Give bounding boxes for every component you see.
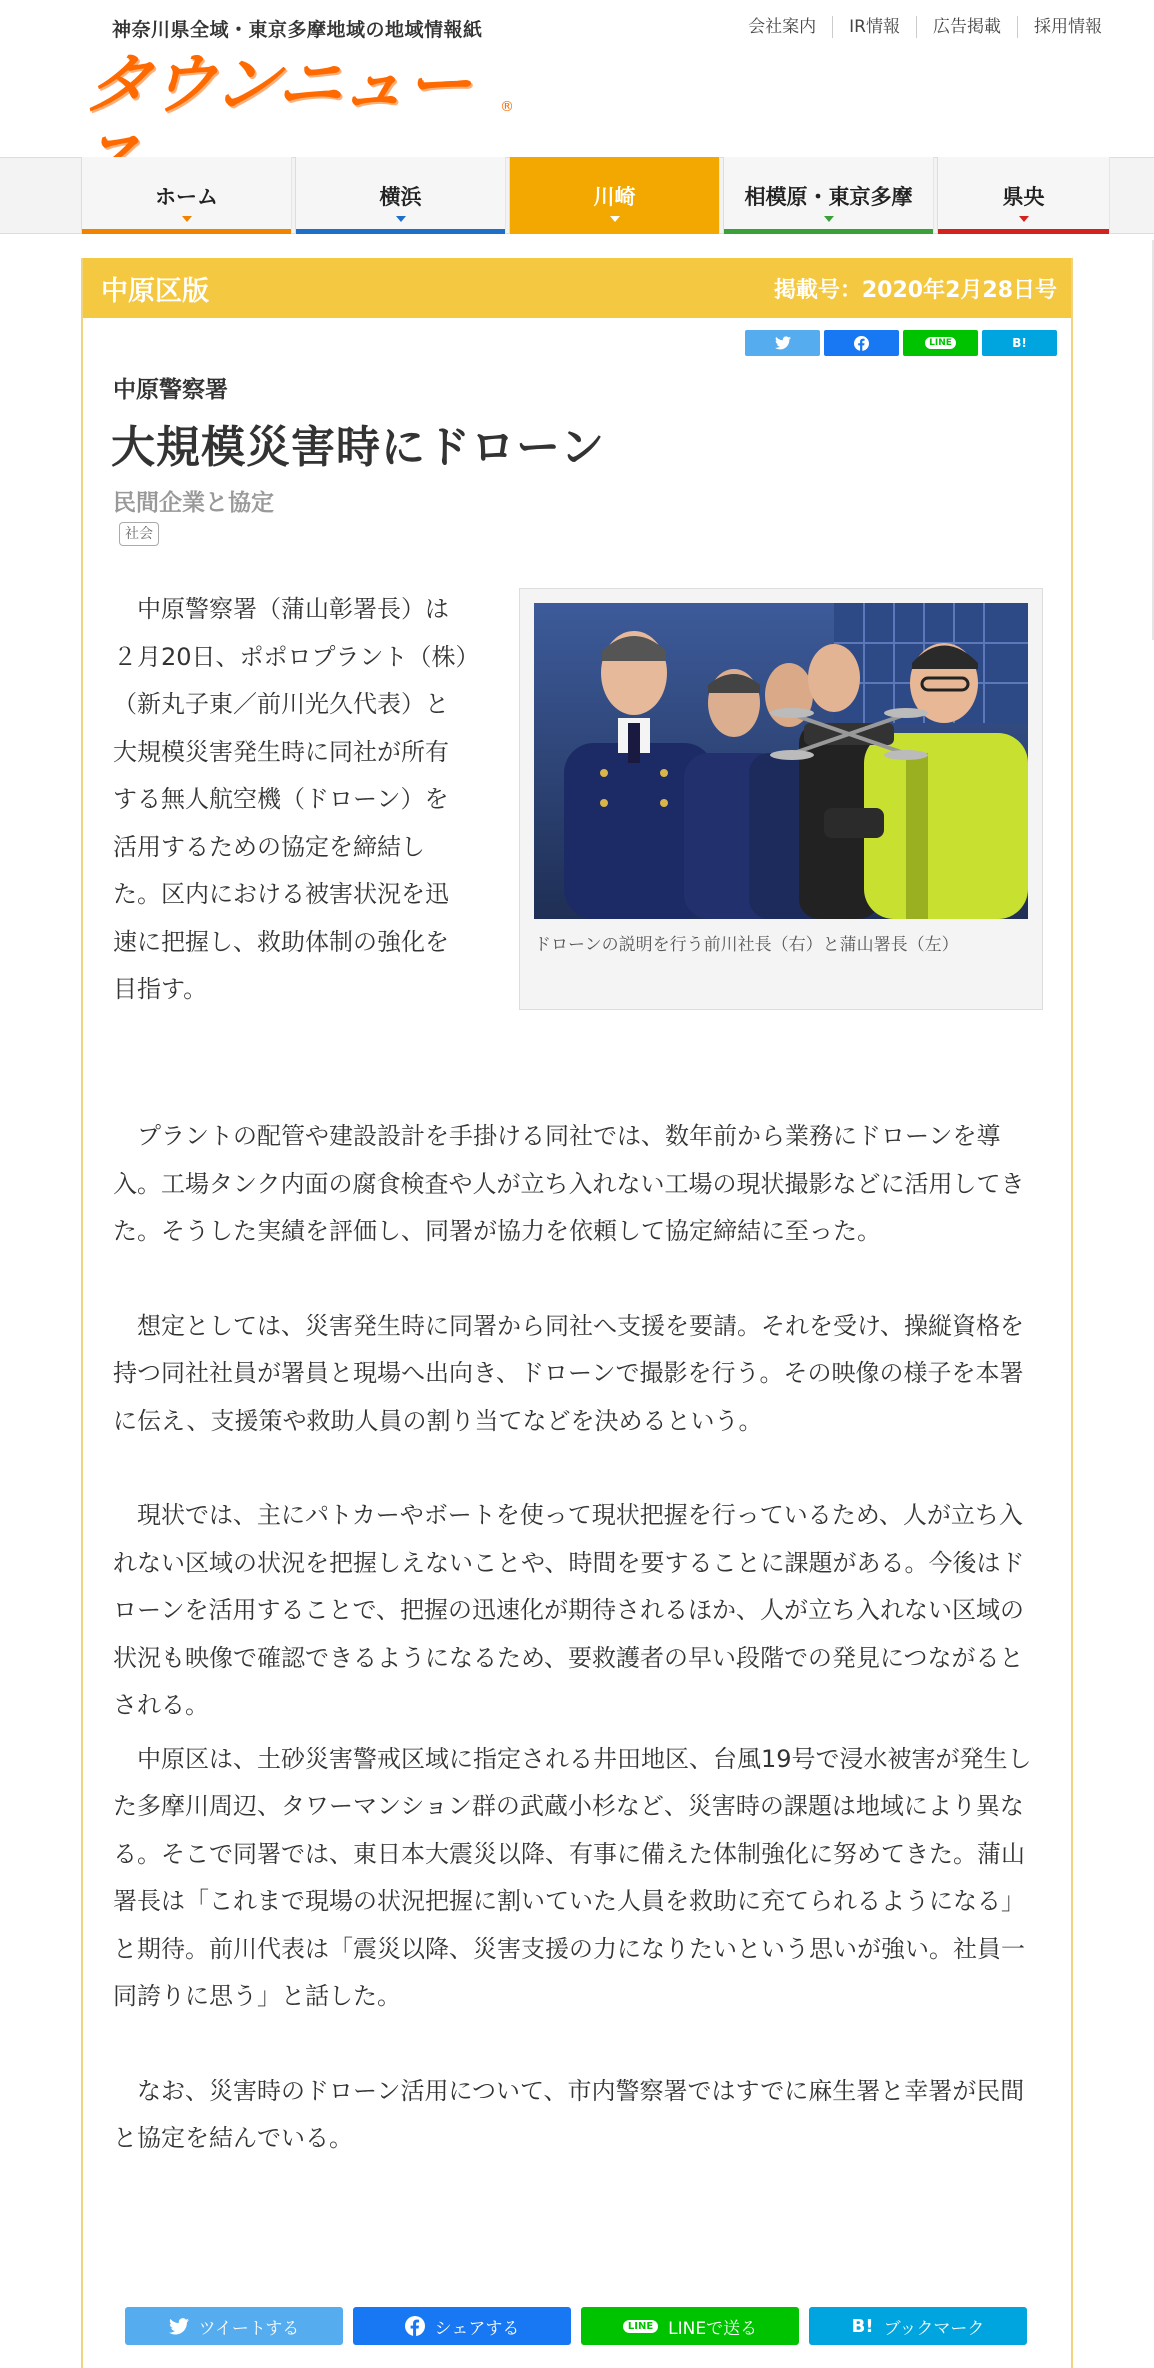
nav-underline — [82, 229, 291, 234]
category-tag[interactable]: 社会 — [119, 522, 159, 546]
chevron-down-icon — [610, 216, 620, 222]
article-body — [113, 1113, 1043, 2210]
facebook-icon — [854, 336, 869, 351]
line-icon: LINE — [925, 337, 956, 349]
photo-illustration — [534, 603, 1028, 919]
article-card — [81, 258, 1073, 2368]
nav-item-kenou[interactable] — [937, 157, 1110, 234]
nav-item-label: 川崎 — [593, 184, 636, 209]
article-subhead: 民間企業と協定 — [113, 490, 274, 516]
article-paragraph: 現状では、主にパトカーやボートを使って現状把握を行っているため、人が立ち入れない区域の状況を把握しえないことや、時間を要することに課題がある。今後はドローンを活用することで、把握の迅速化が期待されるほか、人が立ち入れない区域の状況も映像で確認できるようになるため、要救護者の早い段階での発見につながるとされる。 — [113, 1501, 1025, 1719]
site-header — [0, 0, 1154, 157]
hatena-icon: B! — [851, 2315, 874, 2337]
twitter-icon — [775, 336, 791, 350]
logo-registered-mark: ® — [500, 99, 514, 115]
line-send-label: LINEで送る — [668, 2318, 758, 2339]
hatena-share-button[interactable] — [982, 330, 1057, 356]
nav-item-kawasaki[interactable] — [509, 157, 720, 234]
nav-underline — [938, 229, 1109, 234]
nav-item-label: 相模原・東京多摩 — [744, 184, 913, 209]
top-link-advertising[interactable]: 広告掲載 — [917, 16, 1018, 38]
chevron-down-icon — [824, 216, 834, 222]
top-links — [748, 16, 1102, 38]
site-logo[interactable] — [80, 47, 520, 122]
nav-item-label: 横浜 — [379, 184, 422, 209]
facebook-share-button[interactable] — [824, 330, 899, 356]
article-photo[interactable] — [534, 603, 1028, 919]
facebook-share-button-bottom[interactable] — [353, 2307, 571, 2345]
share-buttons-bottom — [125, 2307, 1027, 2345]
twitter-share-button[interactable] — [745, 330, 820, 356]
nav-underline — [296, 229, 505, 234]
article-paragraph: 中原警察署（蒲山彰署長）は２月20日、ポポロプラント（株）（新丸子東／前川光久代表）と大規模災害発生時に同社が所有する無人航空機（ドローン）を活用するための協定を締結した。区内における被害状況を迅速に把握し、救助体制の強化を目指す。 — [113, 595, 468, 1003]
nav-item-home[interactable] — [81, 157, 292, 234]
nav-item-label: 県央 — [1002, 184, 1045, 209]
article-paragraph: なお、災害時のドローン活用について、市内警察署ではすでに麻生署と幸署が民間と協定を結んでいる。 — [113, 2076, 1025, 2152]
line-icon: LINE — [623, 2320, 658, 2333]
logo-text: タウンニュース — [79, 46, 475, 123]
top-link-company[interactable]: 会社案内 — [748, 16, 833, 38]
edition-name: 中原区版 — [101, 275, 209, 307]
article-paragraph: 中原区は、土砂災害警戒区域に指定される井田地区、台風19号で浸水被害が発生した多摩川周辺、タワーマンション群の武蔵小杉など、災害時の課題は地域により異なる。そこで同署では、東日本大震災以降、有事に備えた体制強化に努めてきた。蒲山署長は「これまで現場の状況把握に割いていた人員を救助に充てられるようになる」と期待。前川代表は「震災以降、災害支援の力になりたいという思いが強い。社員一同誇りに思う」と話した。 — [113, 1744, 1032, 2010]
nav-item-yokohama[interactable] — [295, 157, 506, 234]
edition-date: 掲載号：2020年2月28日号 — [773, 277, 1057, 303]
chevron-down-icon — [1019, 216, 1029, 222]
article-paragraph: 想定としては、災害発生時に同署から同社へ支援を要請。それを受け、操縦資格を持つ同社社員が署員と現場へ出向き、ドローンで撮影を行う。その映像の様子を本署に伝え、支援策や救助人員の割り当てなどを決めるという。 — [113, 1311, 1025, 1435]
chevron-down-icon — [396, 216, 406, 222]
article-kicker: 中原警察署 — [113, 377, 228, 403]
line-send-button[interactable] — [581, 2307, 799, 2345]
photo-figure — [519, 588, 1043, 1010]
article-headline: 大規模災害時にドローン — [111, 422, 606, 473]
photo-caption: ドローンの説明を行う前川社長（右）と蒲山署長（左） — [534, 935, 959, 955]
tweet-button[interactable] — [125, 2307, 343, 2345]
edition-bar — [83, 258, 1071, 318]
top-link-recruit[interactable]: 採用情報 — [1034, 17, 1102, 37]
article-paragraph: プラントの配管や建設設計を手掛ける同社では、数年前から業務にドローンを導入。工場タンク内面の腐食検査や人が立ち入れない工場の現状撮影などに活用してきた。そうした実績を評価し、同署が協力を依頼して協定締結に至った。 — [113, 1122, 1025, 1245]
twitter-icon — [169, 2318, 189, 2335]
tweet-label: ツイートする — [198, 2318, 300, 2339]
site-tagline: 神奈川県全域・東京多摩地域の地域情報紙 — [112, 19, 483, 41]
main-nav — [81, 157, 1113, 234]
hatena-bookmark-button[interactable] — [809, 2307, 1027, 2345]
nav-item-sagamihara[interactable] — [723, 157, 934, 234]
nav-item-label: ホーム — [155, 184, 218, 209]
share-label: シェアする — [434, 2318, 520, 2339]
bookmark-label: ブックマーク — [883, 2318, 985, 2339]
nav-underline — [724, 229, 933, 234]
share-buttons-top — [745, 330, 1057, 356]
line-share-button[interactable] — [903, 330, 978, 356]
hatena-icon: B! — [1012, 336, 1027, 350]
nav-underline — [510, 229, 719, 234]
top-link-ir[interactable]: IR情報 — [833, 16, 917, 38]
chevron-down-icon — [182, 216, 192, 222]
facebook-icon — [405, 2316, 425, 2336]
